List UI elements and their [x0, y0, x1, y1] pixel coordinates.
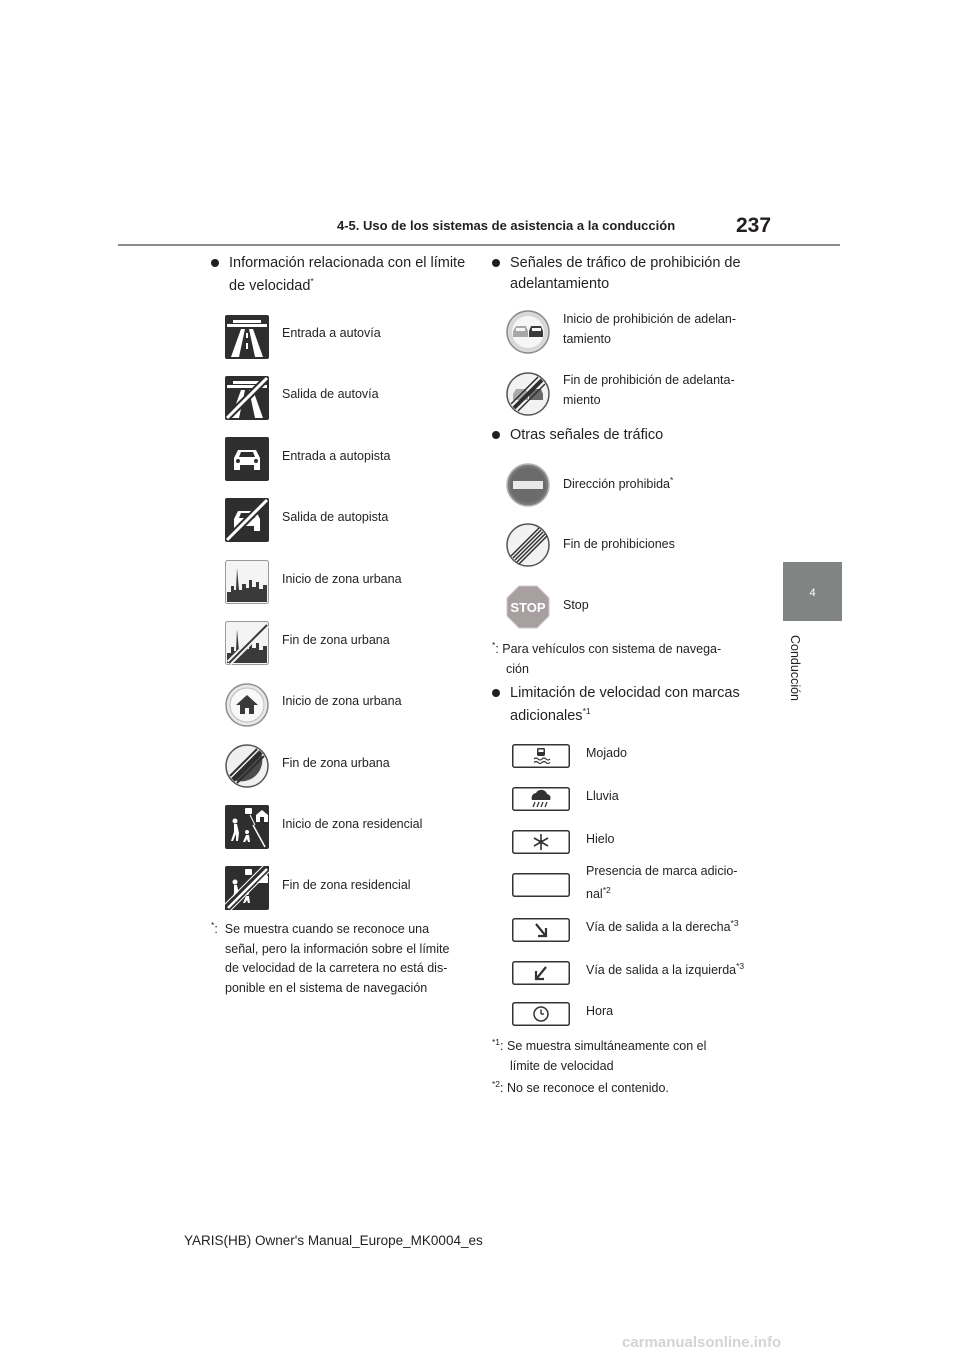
- bullet-dot: [211, 259, 219, 267]
- watermark: carmanualsonline.info: [622, 1334, 782, 1351]
- rain-plate-icon: [512, 787, 570, 811]
- content-footnote: $^{*2}$: No se reconoce el contenido.: [492, 1078, 669, 1095]
- sign-label: Dirección prohibida*: [563, 474, 674, 491]
- chapter-label: Conducción: [788, 634, 802, 702]
- sign-label: Inicio de prohibición de adelan- tamiento: [563, 312, 737, 346]
- sign-label: Entrada a autovía: [282, 326, 381, 340]
- stop-sign-icon: [506, 585, 550, 629]
- wet-road-plate-icon: [512, 744, 570, 768]
- sign-label: Salida de autovía: [282, 387, 379, 401]
- end-of-prohibitions-sign-icon: [506, 523, 550, 567]
- plate-label: Hielo: [586, 832, 615, 846]
- sign-label: Fin de prohibición de adelanta- miento: [563, 373, 735, 407]
- sign-label: Fin de zona urbana: [282, 633, 390, 647]
- bullet-dot: [492, 259, 500, 267]
- other-signs-heading: Otras señales de tráfico: [492, 425, 762, 446]
- no-entry-sign-icon: [506, 463, 550, 507]
- sign-label: Inicio de zona residencial: [282, 817, 423, 831]
- navigation-footnote: *: Para vehículos con sistema de navega- ción: [492, 639, 722, 676]
- stop-text: STOP: [510, 600, 546, 615]
- plate-label: Lluvia: [586, 789, 619, 803]
- motorway-entry-sign-icon: [225, 315, 269, 359]
- motorway-exit-sign-icon: [225, 376, 269, 420]
- arrow-down-left-plate-icon: [512, 961, 570, 985]
- sign-label: Fin de zona urbana: [282, 756, 390, 770]
- sign-label: Inicio de zona urbana: [282, 694, 402, 708]
- simultaneous-footnote: $^{*1}$: Se muestra simultáneamente con el límite de velocidad: [492, 1036, 707, 1073]
- page-number: 237: [736, 214, 772, 237]
- sign-label: Salida de autopista: [282, 510, 389, 524]
- speed-limit-info-heading: Información relacionada con el límite de velocidad*: [211, 253, 481, 297]
- residential-zone-start-sign-icon: [225, 805, 269, 849]
- plate-label: Vía de salida a la izquierda$^{*3}$: [586, 960, 745, 977]
- bullet-dot: [492, 689, 500, 697]
- sign-label: Entrada a autopista: [282, 449, 391, 463]
- section-title: 4-5. Uso de los sistemas de asistencia a la conducción: [337, 218, 676, 233]
- blank-plate-icon: [512, 873, 570, 897]
- plate-label: Presencia de marca adicio- nal$^{*2}$: [586, 864, 738, 901]
- residential-zone-end-sign-icon: [225, 866, 269, 910]
- plate-label: Vía de salida a la derecha$^{*3}$: [586, 917, 739, 934]
- no-overtaking-sign-icon: [506, 310, 550, 354]
- additional-plates-heading: Limitación de velocidad con marcas adicionales$^{*1}$: [492, 683, 762, 727]
- sign-label: Fin de prohibiciones: [563, 537, 675, 551]
- manual-footer: YARIS(HB) Owner's Manual_Europe_MK0004_es: [184, 1233, 483, 1248]
- end-restrictions-round-sign-icon: [225, 744, 269, 788]
- no-overtaking-heading: Señales de tráfico de prohibición de adelantamiento: [492, 253, 762, 295]
- plate-label: Mojado: [586, 746, 627, 760]
- expressway-exit-sign-icon: [225, 498, 269, 542]
- urban-zone-start-sign-icon: [225, 560, 269, 604]
- sign-label: Fin de zona residencial: [282, 878, 411, 892]
- expressway-entry-sign-icon: [225, 437, 269, 481]
- sign-label: Inicio de zona urbana: [282, 572, 402, 586]
- bullet-dot: [492, 431, 500, 439]
- speed-limit-footnote: *: Se muestra cuando se reconoce una señal, pero la información sobre el límite de velocidad de la carretera no está dis- ponible en el sistema de navegación: [211, 919, 450, 995]
- chapter-tab[interactable]: [783, 562, 842, 621]
- chapter-number: 4: [809, 587, 816, 599]
- end-no-overtaking-sign-icon: [506, 372, 550, 416]
- sign-label: Stop: [563, 598, 589, 612]
- ice-snowflake-plate-icon: [512, 830, 570, 854]
- urban-zone-end-sign-icon: [225, 621, 269, 665]
- header-divider: [118, 244, 840, 246]
- arrow-down-right-plate-icon: [512, 918, 570, 942]
- urban-zone-start-round-sign-icon: [225, 683, 269, 727]
- clock-plate-icon: [512, 1002, 570, 1026]
- plate-label: Hora: [586, 1004, 614, 1018]
